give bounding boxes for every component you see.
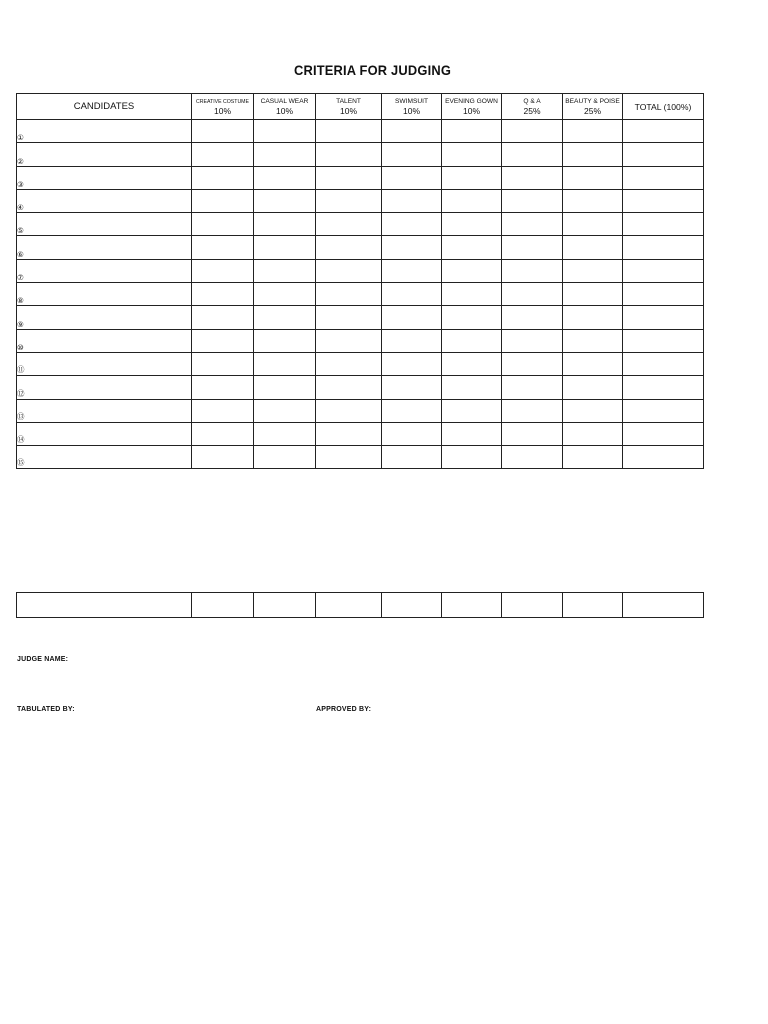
score-cell[interactable] (502, 259, 563, 282)
score-cell[interactable] (382, 166, 442, 189)
score-cell[interactable] (192, 283, 254, 306)
score-cell[interactable] (382, 143, 442, 166)
score-cell[interactable] (563, 422, 623, 445)
score-cell[interactable] (254, 446, 316, 469)
score-cell[interactable] (192, 120, 254, 143)
score-cell[interactable] (442, 329, 502, 352)
candidate-number: ② (17, 143, 192, 166)
criterion-name: EVENING GOWN (445, 97, 498, 105)
score-cell[interactable] (254, 236, 316, 259)
total-cell[interactable] (623, 236, 704, 259)
total-cell[interactable] (623, 283, 704, 306)
score-cell[interactable] (316, 422, 382, 445)
table-row (17, 376, 704, 399)
summary-cell[interactable] (502, 593, 563, 618)
summary-cell[interactable] (192, 593, 254, 618)
score-cell[interactable] (254, 283, 316, 306)
table-row (17, 306, 704, 329)
candidate-number: ⑬ (17, 399, 192, 422)
score-cell[interactable] (316, 213, 382, 236)
criterion-header (316, 94, 382, 120)
score-cell[interactable] (254, 120, 316, 143)
candidates-header: CANDIDATES (17, 94, 192, 120)
summary-cell[interactable] (17, 593, 192, 618)
summary-cell[interactable] (382, 593, 442, 618)
score-cell[interactable] (442, 189, 502, 212)
score-cell[interactable] (192, 352, 254, 375)
criterion-percent: 10% (339, 105, 357, 116)
score-cell[interactable] (382, 446, 442, 469)
score-cell[interactable] (442, 259, 502, 282)
score-cell[interactable] (563, 399, 623, 422)
score-cell[interactable] (442, 236, 502, 259)
score-cell[interactable] (563, 189, 623, 212)
criterion-name: SWIMSUIT (395, 97, 428, 105)
score-cell[interactable] (316, 306, 382, 329)
total-cell[interactable] (623, 259, 704, 282)
score-cell[interactable] (442, 352, 502, 375)
score-cell[interactable] (316, 259, 382, 282)
total-cell[interactable] (623, 329, 704, 352)
criterion-percent: 10% (462, 105, 480, 116)
score-cell[interactable] (502, 329, 563, 352)
criterion-header (192, 94, 254, 120)
total-cell[interactable] (623, 213, 704, 236)
score-cell[interactable] (382, 306, 442, 329)
criterion-name: BEAUTY & POISE (565, 97, 620, 105)
score-cell[interactable] (254, 399, 316, 422)
score-cell[interactable] (316, 189, 382, 212)
score-cell[interactable] (502, 422, 563, 445)
score-cell[interactable] (502, 283, 563, 306)
score-cell[interactable] (192, 236, 254, 259)
score-cell[interactable] (254, 166, 316, 189)
score-cell[interactable] (254, 422, 316, 445)
criterion-header (563, 94, 623, 120)
score-cell[interactable] (382, 376, 442, 399)
score-cell[interactable] (192, 446, 254, 469)
score-cell[interactable] (563, 236, 623, 259)
total-cell[interactable] (623, 446, 704, 469)
score-cell[interactable] (382, 399, 442, 422)
score-cell[interactable] (563, 329, 623, 352)
score-cell[interactable] (442, 306, 502, 329)
score-cell[interactable] (442, 166, 502, 189)
criterion-header (254, 94, 316, 120)
score-cell[interactable] (192, 213, 254, 236)
score-cell[interactable] (316, 236, 382, 259)
criterion-header (442, 94, 502, 120)
score-cell[interactable] (442, 376, 502, 399)
summary-row (17, 593, 704, 618)
summary-cell[interactable] (442, 593, 502, 618)
score-cell[interactable] (442, 422, 502, 445)
candidate-number: ⑤ (17, 213, 192, 236)
score-cell[interactable] (254, 376, 316, 399)
score-cell[interactable] (316, 376, 382, 399)
total-cell[interactable] (623, 352, 704, 375)
judging-table (16, 93, 704, 469)
header-row (17, 94, 704, 120)
score-cell[interactable] (382, 329, 442, 352)
candidate-rows (17, 120, 704, 469)
score-cell[interactable] (382, 352, 442, 375)
score-cell[interactable] (502, 120, 563, 143)
score-cell[interactable] (502, 376, 563, 399)
score-cell[interactable] (316, 446, 382, 469)
criterion-percent: 25% (583, 105, 601, 116)
candidate-number: ⑧ (17, 283, 192, 306)
score-cell[interactable] (502, 446, 563, 469)
candidate-number: ⑪ (17, 352, 192, 375)
criterion-percent: 10% (275, 105, 293, 116)
score-cell[interactable] (502, 352, 563, 375)
candidate-number: ⑨ (17, 306, 192, 329)
total-cell[interactable] (623, 166, 704, 189)
total-cell[interactable] (623, 143, 704, 166)
score-cell[interactable] (192, 376, 254, 399)
summary-cell[interactable] (623, 593, 704, 618)
score-cell[interactable] (192, 166, 254, 189)
total-cell[interactable] (623, 120, 704, 143)
total-header: TOTAL (100%) (623, 94, 704, 120)
table-row (17, 213, 704, 236)
table-row (17, 143, 704, 166)
score-cell[interactable] (563, 143, 623, 166)
score-cell[interactable] (192, 422, 254, 445)
score-cell[interactable] (502, 306, 563, 329)
score-cell[interactable] (254, 352, 316, 375)
score-cell[interactable] (254, 143, 316, 166)
score-cell[interactable] (192, 399, 254, 422)
criterion-percent: 10% (402, 105, 420, 116)
score-cell[interactable] (442, 213, 502, 236)
candidate-number: ④ (17, 189, 192, 212)
score-cell[interactable] (382, 213, 442, 236)
judge-name-label: JUDGE NAME: (17, 656, 69, 663)
score-cell[interactable] (442, 399, 502, 422)
score-cell[interactable] (442, 283, 502, 306)
score-cell[interactable] (254, 189, 316, 212)
table-row (17, 166, 704, 189)
criterion-percent: 25% (523, 105, 541, 116)
score-cell[interactable] (502, 236, 563, 259)
score-cell[interactable] (382, 283, 442, 306)
total-cell[interactable] (623, 399, 704, 422)
criterion-name: Q & A (523, 97, 541, 105)
candidate-number: ⑦ (17, 259, 192, 282)
score-cell[interactable] (382, 259, 442, 282)
candidate-number: ⑩ (17, 329, 192, 352)
candidate-number: ⑥ (17, 236, 192, 259)
score-cell[interactable] (563, 306, 623, 329)
summary-table (16, 592, 704, 618)
score-cell[interactable] (192, 143, 254, 166)
summary-cell[interactable] (254, 593, 316, 618)
score-cell[interactable] (563, 376, 623, 399)
score-cell[interactable] (563, 446, 623, 469)
criterion-name: TALENT (336, 97, 361, 105)
candidate-number: ⑭ (17, 422, 192, 445)
score-cell[interactable] (442, 446, 502, 469)
table-row (17, 189, 704, 212)
score-cell[interactable] (254, 213, 316, 236)
score-cell[interactable] (502, 166, 563, 189)
summary-cell[interactable] (563, 593, 623, 618)
table-row (17, 399, 704, 422)
total-cell[interactable] (623, 422, 704, 445)
score-cell[interactable] (192, 306, 254, 329)
table-row (17, 329, 704, 352)
candidate-number: ③ (17, 166, 192, 189)
total-cell[interactable] (623, 306, 704, 329)
score-cell[interactable] (382, 120, 442, 143)
score-cell[interactable] (316, 399, 382, 422)
page-title: CRITERIA FOR JUDGING (293, 62, 452, 78)
summary-cell[interactable] (316, 593, 382, 618)
score-cell[interactable] (563, 120, 623, 143)
candidate-number: ⑮ (17, 446, 192, 469)
score-cell[interactable] (502, 189, 563, 212)
table-row (17, 283, 704, 306)
score-cell[interactable] (502, 399, 563, 422)
score-cell[interactable] (254, 306, 316, 329)
score-cell[interactable] (316, 352, 382, 375)
score-cell[interactable] (316, 143, 382, 166)
candidate-number: ① (17, 120, 192, 143)
criterion-header (502, 94, 563, 120)
score-cell[interactable] (316, 120, 382, 143)
table-row (17, 259, 704, 282)
score-cell[interactable] (502, 143, 563, 166)
score-cell[interactable] (442, 143, 502, 166)
score-cell[interactable] (382, 189, 442, 212)
score-cell[interactable] (502, 213, 563, 236)
criterion-name: CREATIVE COSTUME (196, 98, 249, 105)
criterion-percent: 10% (213, 105, 231, 116)
approved-by-label: APPROVED BY: (316, 706, 372, 713)
score-cell[interactable] (563, 283, 623, 306)
table-row (17, 352, 704, 375)
score-cell[interactable] (563, 213, 623, 236)
total-cell[interactable] (623, 376, 704, 399)
score-cell[interactable] (563, 352, 623, 375)
table-row (17, 446, 704, 469)
score-cell[interactable] (192, 189, 254, 212)
score-cell[interactable] (192, 259, 254, 282)
score-cell[interactable] (316, 166, 382, 189)
score-cell[interactable] (254, 259, 316, 282)
score-cell[interactable] (254, 329, 316, 352)
criterion-header (382, 94, 442, 120)
score-cell[interactable] (563, 166, 623, 189)
score-cell[interactable] (563, 259, 623, 282)
tabulated-by-label: TABULATED BY: (17, 706, 75, 713)
candidate-number: ⑫ (17, 376, 192, 399)
total-cell[interactable] (623, 189, 704, 212)
score-cell[interactable] (382, 236, 442, 259)
score-cell[interactable] (316, 283, 382, 306)
score-cell[interactable] (316, 329, 382, 352)
table-row (17, 422, 704, 445)
table-row (17, 236, 704, 259)
score-cell[interactable] (382, 422, 442, 445)
score-cell[interactable] (442, 120, 502, 143)
criterion-name: CASUAL WEAR (260, 97, 309, 105)
table-row (17, 120, 704, 143)
score-cell[interactable] (192, 329, 254, 352)
